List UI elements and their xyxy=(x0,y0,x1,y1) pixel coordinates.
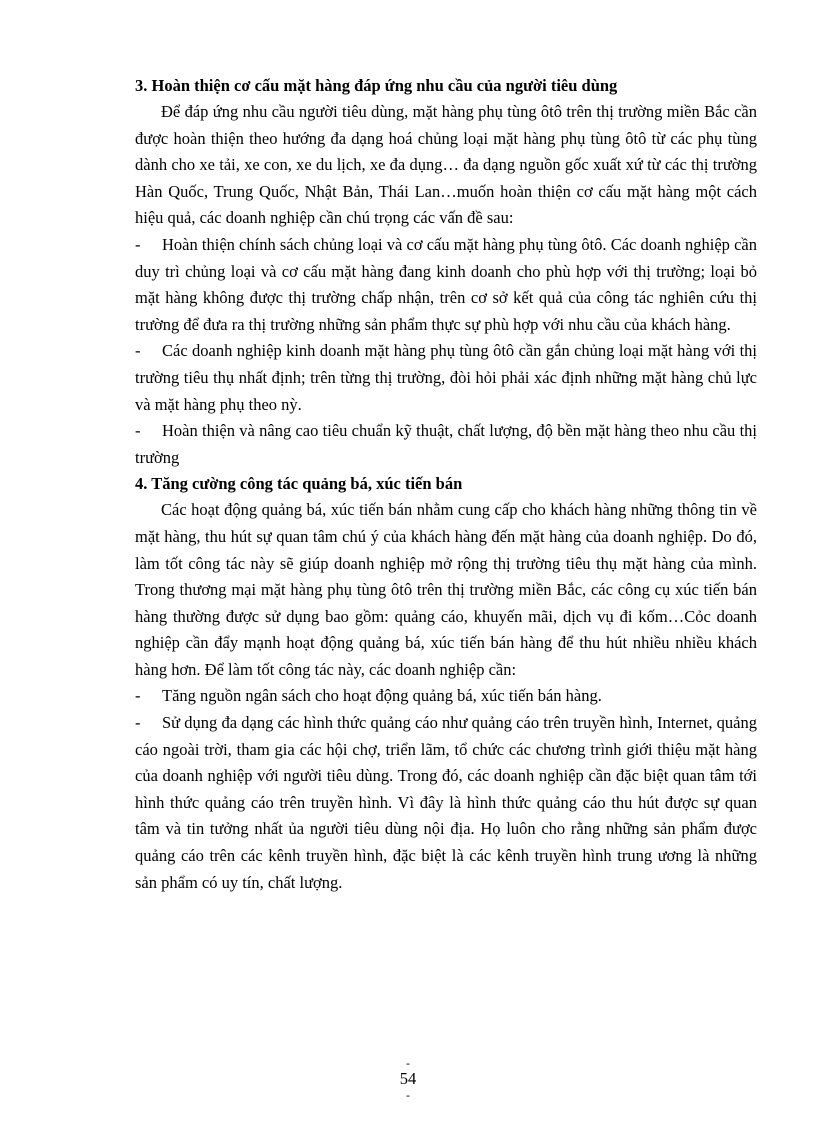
section-heading: 4. Tăng cường công tác quảng bá, xúc tiến bán xyxy=(135,474,463,494)
bullet-text: Tăng nguồn ngân sách cho hoạt động quảng bá, xúc tiến bán hàng. xyxy=(162,686,602,706)
bullet-text: Sử dụng đa dạng các hình thức quảng cáo như quảng cáo trên truyền hình, Internet, quảng cáo ngoài trời, tham gia các hội chợ, triển lãm, tổ chức các chương trình giới thiệu mặt hàng của doanh nghiệp với người tiêu dùng. Trong đó, các doanh nghiệp cần đặc biệt quan tâm tới hình thức quảng cáo trên truyền hình. Vì đây là hình thức quảng cáo thu hút được sự quan tâm và tin tưởng nhất ủa người tiêu dùng nội địa. Họ luôn cho rằng những sản phẩm được quảng cáo trên các kênh truyền hình, đặc biệt là các kênh truyền hình trung ương là những sản phẩm có uy tín, chất lượng. xyxy=(135,713,757,892)
bullet-dash: - xyxy=(135,341,141,361)
bullet-item xyxy=(135,683,757,710)
bullet-item xyxy=(135,710,757,896)
footer-top-mark: - xyxy=(406,1056,410,1070)
bullet-dash: - xyxy=(135,713,141,733)
bullet-item xyxy=(135,338,757,418)
bullet-dash: - xyxy=(135,686,141,706)
section-heading: 3. Hoàn thiện cơ cấu mặt hàng đáp ứng nhu cầu của người tiêu dùng xyxy=(135,76,618,95)
bullet-text: Các doanh nghiệp kinh doanh mặt hàng phụ tùng ôtô cần gắn chủng loại mặt hàng với thị trường tiêu thụ nhất định; trên từng thị trường, đòi hỏi phải xác định những mặt hàng chủ lực và mặt hàng phụ theo nỳ. xyxy=(135,341,757,414)
bullet-text: Hoàn thiện chính sách chủng loại và cơ cấu mặt hàng phụ tùng ôtô. Các doanh nghiệp cần duy trì chủng loại và cơ cấu mặt hàng đang kinh doanh cho phù hợp với thị trường; loại bỏ mặt hàng không được thị trường chấp nhận, trên cơ sở kết quả của công tác nghiên cứu thị trường để đưa ra thị trường những sản phẩm thực sự phù hợp với nhu cầu của khách hàng. xyxy=(135,234,757,334)
page-footer xyxy=(0,1058,816,1100)
section-3 xyxy=(135,73,757,471)
section-intro-paragraph: Để đáp ứng nhu cầu người tiêu dùng, mặt hàng phụ tùng ôtô trên thị trường miền Bắc cần được hoàn thiện theo hướng đa dạng hoá chủng loại mặt hàng phụ tùng ôtô từ các phụ tùng dành cho xe tải, xe con, xe du lịch, xe đa dụng… đa dạng nguồn gốc xuất xứ từ các thị trường Hàn Quốc, Trung Quốc, Nhật Bản, Thái Lan…muốn hoàn thiện cơ cấu mặt hàng một cách hiệu quả, các doanh nghiệp cần chú trọng các vấn đề sau: xyxy=(135,102,757,228)
bullet-dash: - xyxy=(135,421,141,441)
document-page xyxy=(135,73,757,896)
footer-bottom-mark: - xyxy=(406,1088,410,1102)
section-intro-paragraph: Các hoạt động quảng bá, xúc tiến bán nhằm cung cấp cho khách hàng những thông tin về mặt hàng, thu hút sự quan tâm chú ý của khách hàng đến mặt hàng của doanh nghiệp. Do đó, làm tốt công tác này sẽ giúp doanh nghiệp mở rộng thị trường tiêu thụ mặt hàng của mình. Trong thương mại mặt hàng phụ tùng ôtô trên thị trường miền Bắc, các công cụ xúc tiến bán hàng thường được sử dụng bao gồm: quảng cáo, khuyến mãi, dịch vụ đi kốm…Cỏc doanh nghiệp cần đẩy mạnh hoạt động quảng bá, xúc tiến bán hàng để thu hút nhiều nhiều khách hàng hơn. Để làm tốt công tác này, các doanh nghiệp cần: xyxy=(135,500,757,679)
bullet-item xyxy=(135,232,757,338)
page-number: 54 xyxy=(399,1069,417,1088)
bullet-dash: - xyxy=(135,234,141,254)
section-4 xyxy=(135,471,757,896)
bullet-text: Hoàn thiện và nâng cao tiêu chuẩn kỹ thuật, chất lượng, độ bền mặt hàng theo nhu cầu thị trường xyxy=(135,421,757,467)
bullet-item xyxy=(135,418,757,471)
